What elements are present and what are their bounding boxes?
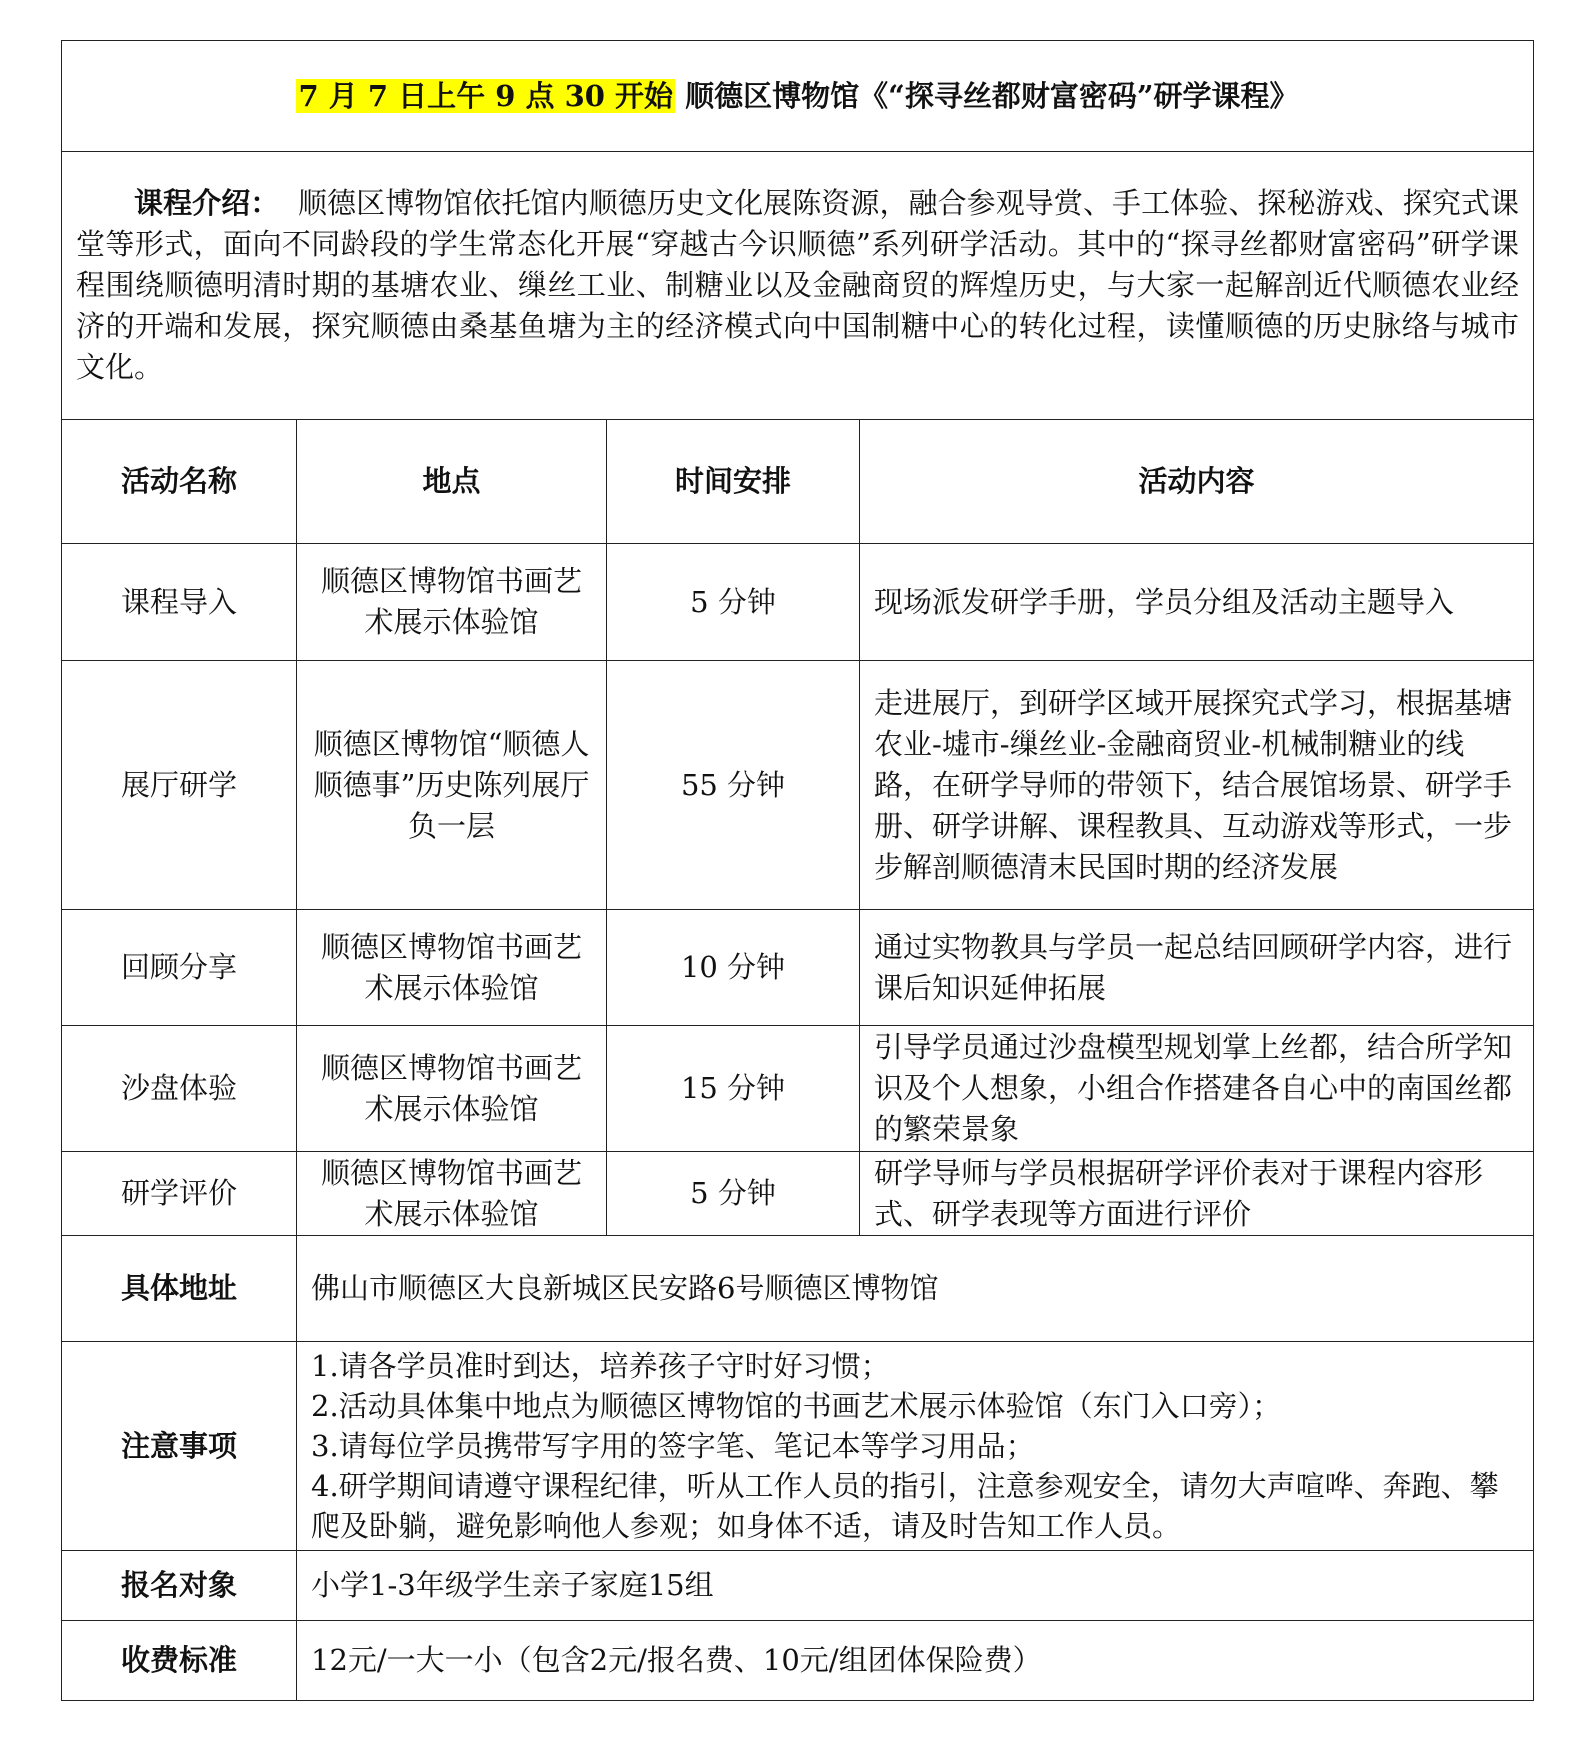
activity-content: 现场派发研学手册，学员分组及活动主题导入	[860, 544, 1534, 661]
page-title	[62, 41, 1534, 152]
audience-label: 报名对象	[62, 1551, 297, 1621]
header-time: 时间安排	[607, 420, 860, 544]
address-label: 具体地址	[62, 1236, 297, 1342]
activity-name: 课程导入	[62, 544, 297, 661]
title-main: 顺德区博物馆《“探寻丝都财富密码”研学课程》	[685, 78, 1299, 113]
activity-time: 5 分钟	[607, 1152, 860, 1236]
intro-paragraph	[76, 183, 1519, 388]
intro-cell	[62, 152, 1534, 420]
header-place: 地点	[297, 420, 607, 544]
intro-text: 顺德区博物馆依托馆内顺德历史文化展陈资源，融合参观导赏、手工体验、探秘游戏、探究式课堂等形式，面向不同龄段的学生常态化开展“穿越古今识顺德”系列研学活动。其中的“探寻丝都财富密码”研学课程围绕顺德明清时期的基塘农业、缫丝工业、制糖业以及金融商贸的辉煌历史，与大家一起解剖近代顺德农业经济的开端和发展，探究顺德由桑基鱼塘为主的经济模式向中国制糖中心的转化过程，读懂顺德的历史脉络与城市文化。	[76, 186, 1519, 384]
fee-row	[62, 1621, 1534, 1701]
table-row	[62, 1152, 1534, 1236]
fee-label: 收费标准	[62, 1621, 297, 1701]
header-activity-name: 活动名称	[62, 420, 297, 544]
table-row	[62, 1026, 1534, 1152]
course-table	[61, 40, 1534, 1701]
title-row	[62, 41, 1534, 152]
header-row	[62, 420, 1534, 544]
note-item: 2.活动具体集中地点为顺德区博物馆的书画艺术展示体验馆（东门入口旁）；	[311, 1389, 1282, 1423]
note-item: 1.请各学员准时到达，培养孩子守时好习惯；	[311, 1349, 890, 1383]
address-value: 佛山市顺德区大良新城区民安路6号顺德区博物馆	[297, 1236, 1534, 1342]
activity-content: 引导学员通过沙盘模型规划掌上丝都，结合所学知识及个人想象，小组合作搭建各自心中的南国丝都的繁荣景象	[860, 1026, 1534, 1152]
notes-list	[297, 1342, 1534, 1551]
activity-content: 研学导师与学员根据研学评价表对于课程内容形式、研学表现等方面进行评价	[860, 1152, 1534, 1236]
note-item: 4.研学期间请遵守课程纪律，听从工作人员的指引，注意参观安全，请勿大声喧哗、奔跑、攀爬及卧躺，避免影响他人参观；如身体不适，请及时告知工作人员。	[311, 1469, 1499, 1543]
table-row	[62, 544, 1534, 661]
activity-content: 通过实物教具与学员一起总结回顾研学内容，进行课后知识延伸拓展	[860, 910, 1534, 1026]
activity-place: 顺德区博物馆“顺德人 顺德事”历史陈列展厅负一层	[297, 661, 607, 910]
activity-content: 走进展厅，到研学区域开展探究式学习，根据基塘农业-墟市-缫丝业-金融商贸业-机械制糖业的线路，在研学导师的带领下，结合展馆场景、研学手册、研学讲解、课程教具、互动游戏等形式，一步步解剖顺德清末民国时期的经济发展	[860, 661, 1534, 910]
activity-place: 顺德区博物馆书画艺术展示体验馆	[297, 544, 607, 661]
activity-time: 10 分钟	[607, 910, 860, 1026]
intro-label: 课程介绍：	[134, 186, 280, 220]
activity-name: 沙盘体验	[62, 1026, 297, 1152]
activity-place: 顺德区博物馆书画艺术展示体验馆	[297, 1152, 607, 1236]
notes-label: 注意事项	[62, 1342, 297, 1551]
activity-time: 15 分钟	[607, 1026, 860, 1152]
table-row	[62, 661, 1534, 910]
activity-name: 回顾分享	[62, 910, 297, 1026]
note-item: 3.请每位学员携带写字用的签字笔、笔记本等学习用品；	[311, 1429, 1035, 1463]
audience-value: 小学1-3年级学生亲子家庭15组	[297, 1551, 1534, 1621]
activity-place: 顺德区博物馆书画艺术展示体验馆	[297, 910, 607, 1026]
intro-row	[62, 152, 1534, 420]
activity-place: 顺德区博物馆书画艺术展示体验馆	[297, 1026, 607, 1152]
notes-row	[62, 1342, 1534, 1551]
activity-name: 研学评价	[62, 1152, 297, 1236]
title-highlight: 7 月 7 日上午 9 点 30 开始	[298, 78, 674, 113]
table-row	[62, 910, 1534, 1026]
fee-value: 12元/一大一小（包含2元/报名费、10元/组团体保险费）	[297, 1621, 1534, 1701]
activity-name: 展厅研学	[62, 661, 297, 910]
audience-row	[62, 1551, 1534, 1621]
activity-time: 55 分钟	[607, 661, 860, 910]
header-content: 活动内容	[860, 420, 1534, 544]
activity-time: 5 分钟	[607, 544, 860, 661]
address-row	[62, 1236, 1534, 1342]
